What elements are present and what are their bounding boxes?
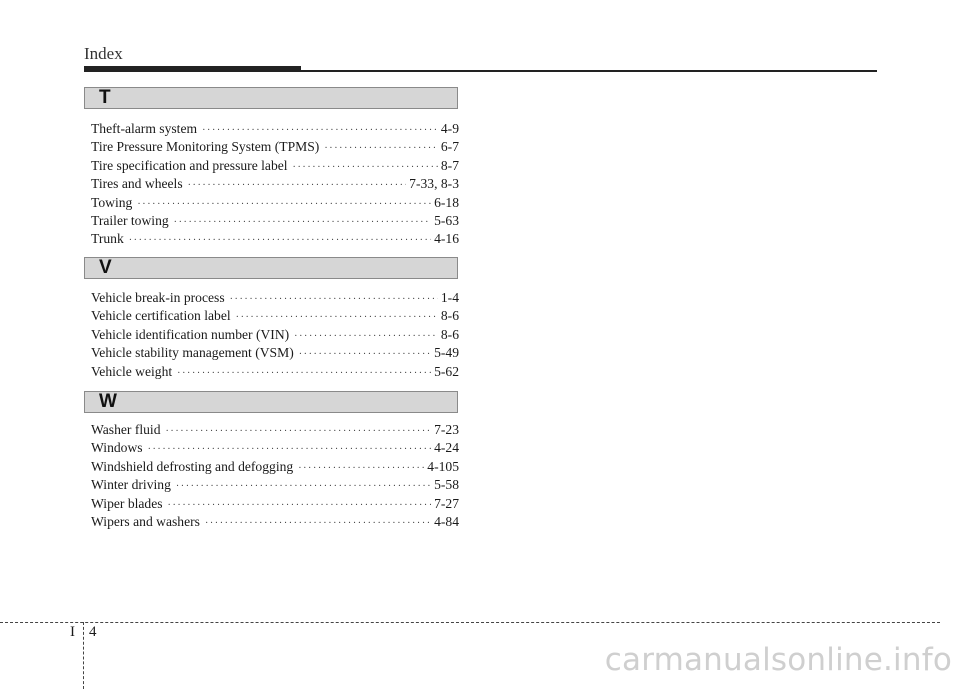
entry-label: Wiper blades [91,495,163,511]
entry-label: Towing [91,194,133,210]
entry-page: 6-7 [440,139,459,155]
footer-rule [0,622,940,623]
entry-label: Vehicle weight [91,363,173,379]
index-entry[interactable] [91,290,459,308]
footer-chapter: I [70,624,75,640]
section-header-w [84,391,458,413]
dot-leader [324,143,438,154]
dot-leader [176,481,431,492]
dot-leader [148,444,432,455]
index-entry[interactable] [91,496,459,514]
index-entry[interactable] [91,231,459,249]
index-list-t [91,121,459,250]
dot-leader [236,312,438,323]
dot-leader [293,162,438,173]
entry-label: Vehicle identification number (VIN) [91,326,290,342]
entry-page: 4-84 [434,513,459,529]
index-entry[interactable] [91,364,459,382]
index-entry[interactable] [91,121,459,139]
entry-page: 4-9 [440,121,459,136]
entry-page: 7-33, 8-3 [409,176,459,192]
index-entry[interactable] [91,139,459,157]
entry-page: 5-62 [434,363,459,379]
entry-page: 4-24 [434,440,459,456]
index-entry[interactable] [91,514,459,532]
section-letter: V [99,257,112,278]
dot-leader [299,349,431,360]
entry-page: 1-4 [440,290,459,305]
section-header-t [84,87,458,109]
dot-leader [230,294,438,305]
entry-label: Wipers and washers [91,513,200,529]
entry-label: Tire specification and pressure label [91,157,288,173]
entry-label: Washer fluid [91,422,161,437]
entry-label: Windshield defrosting and defogging [91,458,294,474]
dot-leader [166,426,432,437]
index-entry[interactable] [91,327,459,345]
entry-label: Tires and wheels [91,176,183,192]
dot-leader [174,217,431,228]
index-list-w [91,422,459,532]
dot-leader [177,368,431,379]
index-entry[interactable] [91,195,459,213]
dot-leader [137,199,431,210]
section-letter: T [99,87,111,108]
entry-page: 4-105 [427,458,459,474]
entry-label: Winter driving [91,477,171,493]
page-title: Index [84,44,123,63]
index-entry[interactable] [91,459,459,477]
index-list-v [91,290,459,382]
entry-page: 6-18 [434,194,459,210]
dot-leader [294,331,438,342]
entry-label: Tire Pressure Monitoring System (TPMS) [91,139,320,155]
index-entry[interactable] [91,213,459,231]
index-entry[interactable] [91,176,459,194]
index-entry[interactable] [91,308,459,326]
section-header-v [84,257,458,279]
entry-page: 7-27 [434,495,459,511]
entry-page: 8-6 [440,308,459,324]
index-entry[interactable] [91,477,459,495]
page-number: 4 [89,624,97,640]
entry-label: Vehicle stability management (VSM) [91,345,294,361]
dot-leader [188,180,407,191]
footer-divider [83,622,84,689]
entry-label: Trunk [91,231,124,247]
header-rule-thin [301,70,877,72]
index-entry[interactable] [91,158,459,176]
entry-page: 8-7 [440,157,459,173]
entry-page: 5-49 [434,345,459,361]
entry-label: Vehicle break-in process [91,290,225,305]
entry-page: 8-6 [440,326,459,342]
dot-leader [129,235,431,246]
entry-page: 5-63 [434,212,459,228]
dot-leader [205,518,431,529]
section-letter: W [99,391,117,412]
dot-leader [202,125,438,136]
entry-page: 7-23 [434,422,459,437]
entry-label: Theft-alarm system [91,121,198,136]
watermark: carmanualsonline.info [604,642,952,678]
index-entry[interactable] [91,440,459,458]
header-rule-thick [84,66,301,72]
index-entry[interactable] [91,422,459,440]
index-entry[interactable] [91,345,459,363]
entry-label: Vehicle certification label [91,308,231,324]
entry-label: Windows [91,440,143,456]
entry-page: 4-16 [434,231,459,247]
dot-leader [168,500,432,511]
entry-label: Trailer towing [91,212,169,228]
entry-page: 5-58 [434,477,459,493]
dot-leader [298,463,424,474]
